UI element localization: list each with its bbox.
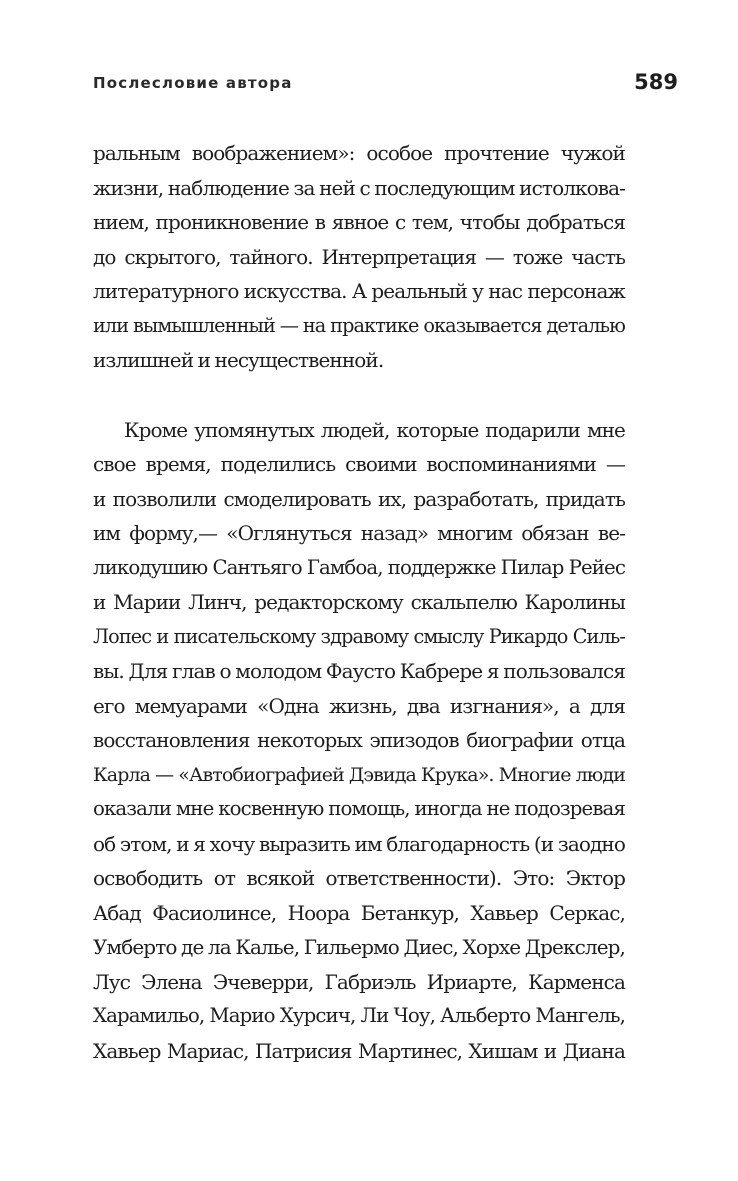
text-line: освободить от всякой ответственности). Это: Эктор [93, 866, 625, 890]
text-line: восстановления некоторых эпизодов биографии отца [93, 728, 625, 752]
text-line: Лус Элена Эчеверри, Габриэль Ириарте, Карменса [93, 969, 625, 994]
text-line: литературного искусства. А реальный у нас персонаж [93, 279, 625, 303]
text-line: до скрытого, тайного. Интерпретация — тоже часть [93, 244, 625, 269]
text-line: и Марии Линч, редакторскому скальпелю Каролины [93, 590, 625, 614]
text-line: ликодушию Сантьяго Гамбоа, поддержке Пилар Рейес [93, 555, 625, 579]
paragraph-2 [93, 413, 625, 1069]
text-line: вы. Для глав о молодом Фаусто Кабрере я пользовался [93, 659, 625, 683]
text-line: его мемуарами «Одна жизнь, два изгнания», а для [93, 693, 625, 718]
text-line: ральным воображением»: особое прочтение чужой [93, 141, 625, 165]
text-line: Кроме упомянутых людей, которые подарили мне [124, 417, 625, 442]
text-line: Лопес и писательскому здравому смыслу Рикардо Силь- [93, 624, 625, 648]
text-line: Карла — «Автобиографией Дэвида Крука». Многие люди [93, 763, 625, 786]
text-line: им форму,— «Оглянуться назад» многим обязан ве- [93, 521, 625, 545]
text-line: об этом, и я хочу выразить им благодарность (и заодно [93, 831, 625, 856]
running-head-title: Послесловие автора [93, 74, 293, 92]
text-line: излишней и несущественной. [93, 348, 384, 372]
text-line: свое время, поделились своими воспоминаниями — [93, 452, 625, 476]
text-line: нием, проникновение в явное с тем, чтобы добраться [93, 210, 625, 234]
paragraph-gap [93, 378, 625, 413]
text-line: Хавьер Мариас, Патрисия Мартинес, Хишам и Диана [93, 1038, 625, 1063]
body-text [93, 136, 625, 1068]
text-line: Абад Фасиолинсе, Ноора Бетанкур, Хавьер Серкас, [93, 900, 625, 925]
page-number: 589 [634, 70, 678, 94]
text-line: Харамильо, Марио Хурсич, Ли Чоу, Альберто Мангель, [93, 1004, 625, 1027]
text-line: и позволили смоделировать их, разработать, придать [93, 486, 625, 511]
text-line: или вымышленный — на практике оказывается деталью [93, 313, 625, 337]
text-line: оказали мне косвенную помощь, иногда не подозревая [93, 797, 625, 820]
paragraph-1 [93, 136, 625, 378]
text-line: Умберто де ла Калье, Гильермо Диес, Хорхе Дрекслер, [93, 935, 625, 959]
text-line: жизни, наблюдение за ней с последующим истолкова- [93, 175, 625, 200]
